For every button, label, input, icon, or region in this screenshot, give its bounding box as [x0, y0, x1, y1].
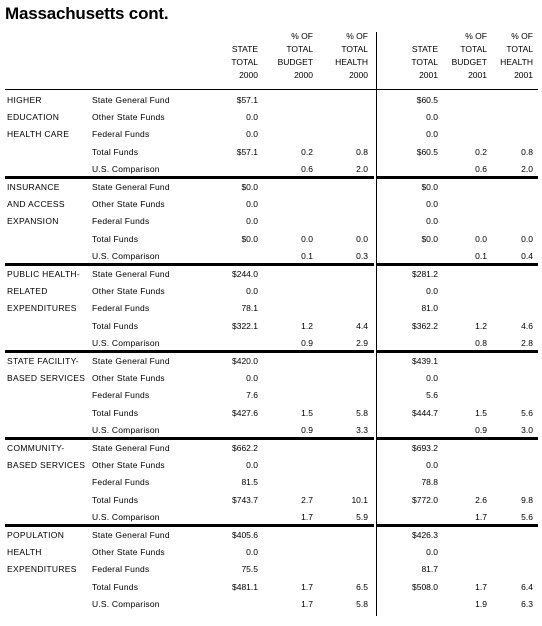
pct-budget-2000-header — [278, 30, 313, 82]
row-label: U.S. Comparison — [92, 163, 160, 174]
pct-health-2000-cell: 2.9 — [356, 337, 368, 348]
header-line: BUDGET — [277, 57, 313, 67]
row-label: Federal Funds — [92, 216, 150, 227]
table-row — [5, 109, 538, 126]
pct-health-2000-cell: 6.5 — [356, 581, 368, 592]
table-row — [5, 370, 538, 387]
header-line: 2001 — [514, 70, 533, 80]
row-label: Total Funds — [92, 407, 139, 418]
pct-health-2000-cell: 0.3 — [356, 250, 368, 261]
pct-budget-2000-cell: 1.2 — [301, 320, 313, 331]
state-total-2000-cell: 0.0 — [246, 112, 258, 123]
category-line: HIGHER — [7, 95, 42, 105]
state-total-2000-cell: 78.1 — [241, 303, 258, 314]
state-total-2001-cell: 0.0 — [426, 373, 438, 384]
state-total-2001-cell: $426.3 — [412, 530, 438, 540]
table-row — [5, 266, 538, 283]
header-line: TOTAL — [341, 44, 368, 54]
category-line: HEALTH CARE — [7, 129, 70, 139]
category-line: EXPENDITURES — [7, 564, 77, 574]
row-label: State General Fund — [92, 182, 170, 192]
table-row — [5, 527, 538, 544]
header-line: % OF — [346, 31, 368, 41]
row-label: State General Fund — [92, 356, 170, 366]
row-label: Total Funds — [92, 320, 139, 331]
pct-budget-2001-cell: 1.2 — [475, 320, 487, 331]
header-line: TOTAL — [231, 57, 258, 67]
category-line: AND ACCESS — [7, 199, 65, 209]
row-label: U.S. Comparison — [92, 598, 160, 609]
pct-health-2001-cell: 0.4 — [521, 250, 533, 261]
header-line: TOTAL — [506, 44, 533, 54]
table-section — [5, 352, 538, 438]
state-total-2001-cell: $0.0 — [421, 182, 438, 192]
pct-budget-2000-cell: 1.7 — [301, 511, 313, 522]
state-total-2001-cell: $60.5 — [416, 95, 438, 105]
state-total-2001-cell: $508.0 — [412, 581, 438, 592]
row-label: Other State Funds — [92, 373, 165, 384]
category-line: HEALTH — [7, 547, 42, 557]
header-line: HEALTH — [335, 57, 368, 67]
row-label: State General Fund — [92, 530, 170, 540]
table-row — [5, 179, 538, 196]
row-label: U.S. Comparison — [92, 511, 160, 522]
pct-budget-2001-cell: 0.1 — [475, 250, 487, 261]
table-row — [5, 457, 538, 474]
category-line: EXPENDITURES — [7, 303, 77, 313]
row-label: U.S. Comparison — [92, 250, 160, 261]
pct-budget-2001-header — [452, 30, 487, 82]
pct-health-2000-cell: 3.3 — [356, 424, 368, 435]
pct-health-2000-cell: 5.9 — [356, 511, 368, 522]
header-line: % OF — [291, 31, 313, 41]
row-label: Other State Funds — [92, 112, 165, 123]
state-total-2000-cell: $0.0 — [241, 233, 258, 244]
row-label: Federal Funds — [92, 564, 150, 575]
pct-budget-2000-cell: 1.7 — [301, 581, 313, 592]
pct-budget-2000-cell: 0.6 — [301, 163, 313, 174]
state-total-2000-cell: 0.0 — [246, 373, 258, 384]
state-total-2000-cell: 81.5 — [241, 477, 258, 488]
pct-budget-2000-cell: 0.2 — [301, 146, 313, 157]
row-label: Federal Funds — [92, 129, 150, 140]
pct-budget-2000-cell: 0.9 — [301, 424, 313, 435]
category-line: COMMUNITY- — [7, 443, 65, 453]
category-line: STATE FACILITY- — [7, 356, 79, 366]
row-label: Other State Funds — [92, 460, 165, 471]
header-line: TOTAL — [460, 44, 487, 54]
table-row — [5, 318, 538, 335]
category-line: BASED SERVICES — [7, 460, 86, 470]
pct-budget-2001-cell: 0.6 — [475, 163, 487, 174]
page-title: Massachusetts cont. — [5, 4, 169, 23]
pct-health-2001-cell: 4.6 — [521, 320, 533, 331]
state-total-2000-cell: 0.0 — [246, 199, 258, 210]
state-total-2001-cell: 78.8 — [421, 477, 438, 488]
table-row — [5, 544, 538, 561]
pct-health-2001-cell: 9.8 — [521, 494, 533, 505]
table-section — [5, 91, 538, 177]
state-total-2000-header — [231, 43, 258, 82]
pct-budget-2001-cell: 1.7 — [475, 511, 487, 522]
category-line: EDUCATION — [7, 112, 60, 122]
table-section — [5, 439, 538, 525]
table-row — [5, 92, 538, 109]
state-total-2001-cell: 0.0 — [426, 129, 438, 140]
header-line: 2000 — [349, 70, 368, 80]
header-line: % OF — [511, 31, 533, 41]
row-label: Other State Funds — [92, 199, 165, 210]
pct-health-2001-cell: 6.3 — [521, 598, 533, 609]
table-section — [5, 178, 538, 264]
state-total-2001-cell: 0.0 — [426, 547, 438, 558]
pct-budget-2000-cell: 0.1 — [301, 250, 313, 261]
state-total-2000-cell: 0.0 — [246, 460, 258, 471]
row-label: U.S. Comparison — [92, 424, 160, 435]
pct-health-2001-cell: 6.4 — [521, 581, 533, 592]
row-label: Total Funds — [92, 581, 139, 592]
state-total-2000-cell: 75.5 — [241, 564, 258, 575]
pct-budget-2001-cell: 1.5 — [475, 407, 487, 418]
section-rule — [5, 89, 538, 90]
row-label: Other State Funds — [92, 286, 165, 297]
state-total-2001-header — [411, 43, 438, 82]
row-label: State General Fund — [92, 443, 170, 453]
pct-health-2001-header — [500, 30, 533, 82]
state-total-2000-cell: $427.6 — [232, 407, 258, 418]
state-total-2000-cell: $57.1 — [236, 146, 258, 157]
row-label: U.S. Comparison — [92, 337, 160, 348]
pct-health-2000-cell: 2.0 — [356, 163, 368, 174]
header-line: 2001 — [468, 70, 487, 80]
category-line: BASED SERVICES — [7, 373, 86, 383]
header-line: 2000 — [239, 70, 258, 80]
state-total-2001-cell: $281.2 — [412, 269, 438, 279]
table-row — [5, 353, 538, 370]
category-line: POPULATION — [7, 530, 65, 540]
table-row — [5, 474, 538, 491]
pct-budget-2000-cell: 1.7 — [301, 598, 313, 609]
pct-budget-2001-cell: 1.7 — [475, 581, 487, 592]
header-line: HEALTH — [500, 57, 533, 67]
table-section — [5, 526, 538, 612]
state-total-2000-cell: 7.6 — [246, 390, 258, 401]
row-label: Federal Funds — [92, 477, 150, 488]
header-line: 2001 — [419, 70, 438, 80]
table-row — [5, 596, 538, 613]
pct-budget-2001-cell: 0.0 — [475, 233, 487, 244]
state-total-2000-cell: $57.1 — [236, 95, 258, 105]
state-total-2001-cell: $0.0 — [421, 233, 438, 244]
header-line: STATE — [411, 44, 438, 54]
pct-health-2000-cell: 4.4 — [356, 320, 368, 331]
pct-health-2000-cell: 5.8 — [356, 598, 368, 609]
state-total-2001-cell: $693.2 — [412, 443, 438, 453]
row-label: Federal Funds — [92, 390, 150, 401]
row-label: State General Fund — [92, 269, 170, 279]
header-line: TOTAL — [411, 57, 438, 67]
pct-health-2000-cell: 0.8 — [356, 146, 368, 157]
state-total-2000-cell: $743.7 — [232, 494, 258, 505]
category-line: RELATED — [7, 286, 48, 296]
table-row — [5, 144, 538, 161]
table-row — [5, 492, 538, 509]
category-line: PUBLIC HEALTH- — [7, 269, 81, 279]
state-total-2001-cell: 5.6 — [426, 390, 438, 401]
pct-health-2000-cell: 5.8 — [356, 407, 368, 418]
table-row — [5, 231, 538, 248]
table-section — [5, 265, 538, 351]
table-row — [5, 213, 538, 230]
table-row — [5, 126, 538, 143]
state-total-2000-cell: $0.0 — [241, 182, 258, 192]
pct-budget-2001-cell: 0.8 — [475, 337, 487, 348]
pct-health-2001-cell: 0.8 — [521, 146, 533, 157]
row-label: Federal Funds — [92, 303, 150, 314]
pct-health-2001-cell: 2.8 — [521, 337, 533, 348]
pct-budget-2001-cell: 2.6 — [475, 494, 487, 505]
pct-budget-2000-cell: 0.9 — [301, 337, 313, 348]
pct-health-2001-cell: 3.0 — [521, 424, 533, 435]
state-total-2000-cell: 0.0 — [246, 547, 258, 558]
row-label: Total Funds — [92, 233, 139, 244]
state-total-2001-cell: $772.0 — [412, 494, 438, 505]
state-total-2001-cell: $439.1 — [412, 356, 438, 366]
table-row — [5, 405, 538, 422]
table-row — [5, 300, 538, 317]
header-line: STATE — [231, 44, 258, 54]
header-line: TOTAL — [286, 44, 313, 54]
pct-health-2001-cell: 5.6 — [521, 511, 533, 522]
state-total-2001-cell: 0.0 — [426, 216, 438, 227]
row-label: Total Funds — [92, 146, 139, 157]
pct-health-2000-cell: 0.0 — [356, 233, 368, 244]
pct-budget-2001-cell: 1.9 — [475, 598, 487, 609]
pct-budget-2001-cell: 0.9 — [475, 424, 487, 435]
pct-health-2001-cell: 2.0 — [521, 163, 533, 174]
pct-health-2000-header — [335, 30, 368, 82]
pct-health-2000-cell: 10.1 — [351, 494, 368, 505]
header-line: % OF — [465, 31, 487, 41]
pct-budget-2000-cell: 0.0 — [301, 233, 313, 244]
table-row — [5, 387, 538, 404]
state-total-2000-cell: $322.1 — [232, 320, 258, 331]
row-label: State General Fund — [92, 95, 170, 105]
state-total-2001-cell: 0.0 — [426, 199, 438, 210]
state-total-2000-cell: 0.0 — [246, 216, 258, 227]
state-total-2000-cell: 0.0 — [246, 286, 258, 297]
row-label: Other State Funds — [92, 547, 165, 558]
state-total-2000-cell: $481.1 — [232, 581, 258, 592]
row-label: Total Funds — [92, 494, 139, 505]
state-total-2000-cell: $662.2 — [232, 443, 258, 453]
state-total-2000-cell: $244.0 — [232, 269, 258, 279]
state-total-2001-cell: 0.0 — [426, 460, 438, 471]
pct-budget-2000-cell: 1.5 — [301, 407, 313, 418]
table-row — [5, 283, 538, 300]
table-row — [5, 196, 538, 213]
state-total-2001-cell: 0.0 — [426, 286, 438, 297]
pct-budget-2000-cell: 2.7 — [301, 494, 313, 505]
category-line: EXPANSION — [7, 216, 59, 226]
pct-health-2001-cell: 5.6 — [521, 407, 533, 418]
state-total-2001-cell: $362.2 — [412, 320, 438, 331]
state-total-2001-cell: $444.7 — [412, 407, 438, 418]
state-total-2001-cell: 81.0 — [421, 303, 438, 314]
pct-health-2001-cell: 0.0 — [521, 233, 533, 244]
state-total-2000-cell: $420.0 — [232, 356, 258, 366]
state-total-2001-cell: 0.0 — [426, 112, 438, 123]
state-total-2001-cell: 81.7 — [421, 564, 438, 575]
header-line: BUDGET — [451, 57, 487, 67]
category-line: INSURANCE — [7, 182, 60, 192]
state-total-2000-cell: 0.0 — [246, 129, 258, 140]
table-row — [5, 440, 538, 457]
pct-budget-2001-cell: 0.2 — [475, 146, 487, 157]
table-row — [5, 561, 538, 578]
state-total-2000-cell: $405.6 — [232, 530, 258, 540]
table-row — [5, 579, 538, 596]
header-line: 2000 — [294, 70, 313, 80]
state-total-2001-cell: $60.5 — [416, 146, 438, 157]
